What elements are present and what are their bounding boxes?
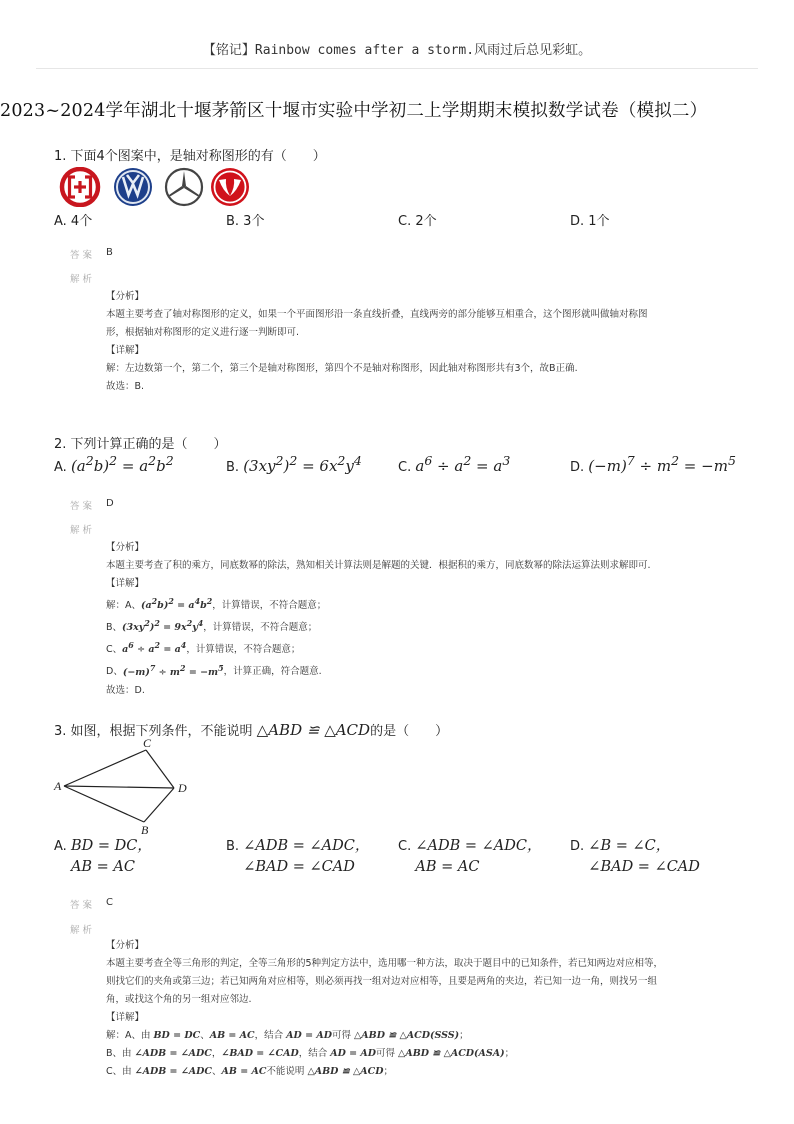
q1-option-d[interactable]: D. 1个 — [570, 214, 610, 229]
analysis-line: 形，根据轴对称图形的定义进行逐一判断即可. — [106, 327, 300, 338]
option-line: AB = AC — [415, 859, 480, 875]
mercedes-logo — [162, 167, 206, 207]
vertex-label-b: B — [141, 823, 149, 836]
volkswagen-logo — [111, 167, 155, 207]
option-label: C. — [398, 460, 412, 475]
option-label: C. — [398, 839, 412, 854]
option-expression: $(-m)^7 \div m^2 = -m^5$ — [588, 453, 736, 475]
q2-analysis — [106, 539, 726, 700]
option-label: B. — [226, 460, 240, 475]
option-line: ∠ADB = ∠ADC， — [415, 838, 542, 854]
q1-option-b[interactable]: B. 3个 — [226, 214, 265, 229]
page-motto: 【铭记】Rainbow comes after a storm.风雨过后总见彩虹。 — [202, 43, 592, 58]
analysis-line: 【详解】 — [106, 578, 145, 589]
option-expression: $(3xy^2)^2 = 6x^2y^4$ — [243, 453, 362, 475]
q1-analysis — [106, 288, 726, 396]
option-expression — [415, 836, 541, 878]
vertex-label-a: A — [54, 779, 62, 793]
icbc-logo — [58, 167, 102, 207]
option-label: A. — [54, 460, 67, 475]
option-label: D. — [570, 839, 585, 854]
option-line: AB = AC — [70, 859, 135, 875]
analysis-line: B、由 ∠ADB = ∠ADC，∠BAD = ∠CAD，结合 AD = AD可得 △ABD ≌ △ACD(ASA)； — [106, 1048, 515, 1059]
q2-option-b[interactable] — [226, 453, 362, 475]
q2-stem: 2. 下列计算正确的是（ ） — [54, 437, 227, 452]
analysis-line: 解：左边数第一个，第二个，第三个是轴对称图形，第四个不是轴对称图形，因此轴对称图形共有3个，故B正确. — [106, 363, 578, 374]
option-expression: $a^6 \div a^2 = a^3$ — [415, 453, 511, 475]
q1-option-a[interactable]: A. 4个 — [54, 214, 93, 229]
q3-answer-label: 答案 — [70, 900, 96, 911]
q3-option-c[interactable] — [398, 836, 541, 878]
option-expression — [243, 836, 369, 878]
vertex-label-d: D — [178, 781, 187, 795]
analysis-line: 角，或找这个角的另一组对应邻边. — [106, 994, 252, 1005]
q1-analysis-label: 解析 — [70, 274, 96, 285]
vertex-label-c: C — [143, 736, 152, 750]
analysis-line: 解：A、$(a^2b)^2 = a^4b^2$，计算错误，不符合题意； — [106, 597, 327, 612]
q3-stem: 3. 如图，根据下列条件，不能说明 △ABD ≌ △ACD的是（ ） — [54, 721, 449, 739]
triangle-figure — [50, 734, 200, 836]
analysis-line: D、$(-m)^7 \div m^2 = -m^5$，计算正确，符合题意. — [106, 663, 322, 678]
option-label: B. — [226, 839, 240, 854]
q2-analysis-label: 解析 — [70, 525, 96, 536]
analysis-line: C、由 ∠ADB = ∠ADC、AB = AC不能说明 △ABD ≌ △ACD； — [106, 1066, 393, 1077]
q3-option-b[interactable] — [226, 836, 369, 878]
option-expression: $(a^2b)^2 = a^2b^2$ — [70, 453, 174, 475]
option-expression — [71, 836, 152, 878]
option-line: BD = DC， — [70, 838, 152, 854]
analysis-line: 则找它们的夹角或第三边；若已知两角对应相等，则必须再找一组对边对应相等，且要是两角的夹边，若已知一边一角，则找另一组 — [106, 976, 658, 987]
option-expression — [588, 836, 700, 878]
analysis-line: 解：A、由 BD = DC、AB = AC，结合 AD = AD可得 △ABD ≌ △ACD(SSS)； — [106, 1030, 469, 1041]
option-line: ∠ADB = ∠ADC， — [243, 838, 370, 854]
analysis-line: 本题主要考查了积的乘方，同底数幂的除法，熟知相关计算法则是解题的关键．根据积的乘方，同底数幂的除法运算法则求解即可. — [106, 560, 651, 571]
analysis-line: 本题主要考查了轴对称图形的定义，如果一个平面图形沿一条直线折叠，直线两旁的部分能够互相重合，这个图形就叫做轴对称图 — [106, 309, 648, 320]
dongfeng-logo — [208, 167, 252, 207]
q1-answer-label: 答案 — [70, 250, 96, 261]
q2-answer-label: 答案 — [70, 501, 96, 512]
q3-analysis — [106, 937, 726, 1081]
analysis-line: 【分析】 — [106, 940, 145, 951]
q1-answer: B — [106, 247, 113, 258]
analysis-line: 【详解】 — [106, 1012, 145, 1023]
q3-option-d[interactable] — [570, 836, 700, 878]
analysis-line: 故选：D. — [106, 684, 145, 696]
analysis-line: B、$(3xy^2)^2 = 9x^2y^4$，计算错误，不符合题意； — [106, 619, 318, 634]
q3-answer: C — [106, 897, 113, 908]
q2-option-d[interactable] — [570, 453, 736, 475]
analysis-line: 【分析】 — [106, 291, 145, 302]
q3-option-a[interactable] — [54, 836, 152, 878]
q3-analysis-label: 解析 — [70, 925, 96, 936]
q1-stem: 1. 下面4个图案中，是轴对称图形的有（ ） — [54, 149, 326, 164]
option-label: A. — [54, 839, 67, 854]
analysis-line: 本题主要考查全等三角形的判定，全等三角形的5种判定方法中，选用哪一种方法，取决于题目中的已知条件，若已知两边对应相等， — [106, 958, 664, 969]
q1-option-c[interactable]: C. 2个 — [398, 214, 437, 229]
page-title: 2023~2024学年湖北十堰茅箭区十堰市实验中学初二上学期期末模拟数学试卷（模拟二） — [0, 101, 708, 121]
q2-option-c[interactable] — [398, 453, 510, 475]
analysis-line: 故选：B. — [106, 381, 145, 392]
option-line: ∠B = ∠C， — [588, 838, 671, 854]
analysis-line: 【详解】 — [106, 345, 145, 356]
header-divider — [36, 68, 758, 69]
option-label: D. — [570, 460, 585, 475]
analysis-line: C、$a^6 \div a^2 = a^4$，计算错误，不符合题意； — [106, 641, 301, 656]
q2-answer: D — [106, 498, 114, 509]
q2-option-a[interactable] — [54, 453, 174, 475]
option-line: ∠BAD = ∠CAD — [588, 859, 700, 875]
analysis-line: 【分析】 — [106, 542, 145, 553]
option-line: ∠BAD = ∠CAD — [243, 859, 355, 875]
